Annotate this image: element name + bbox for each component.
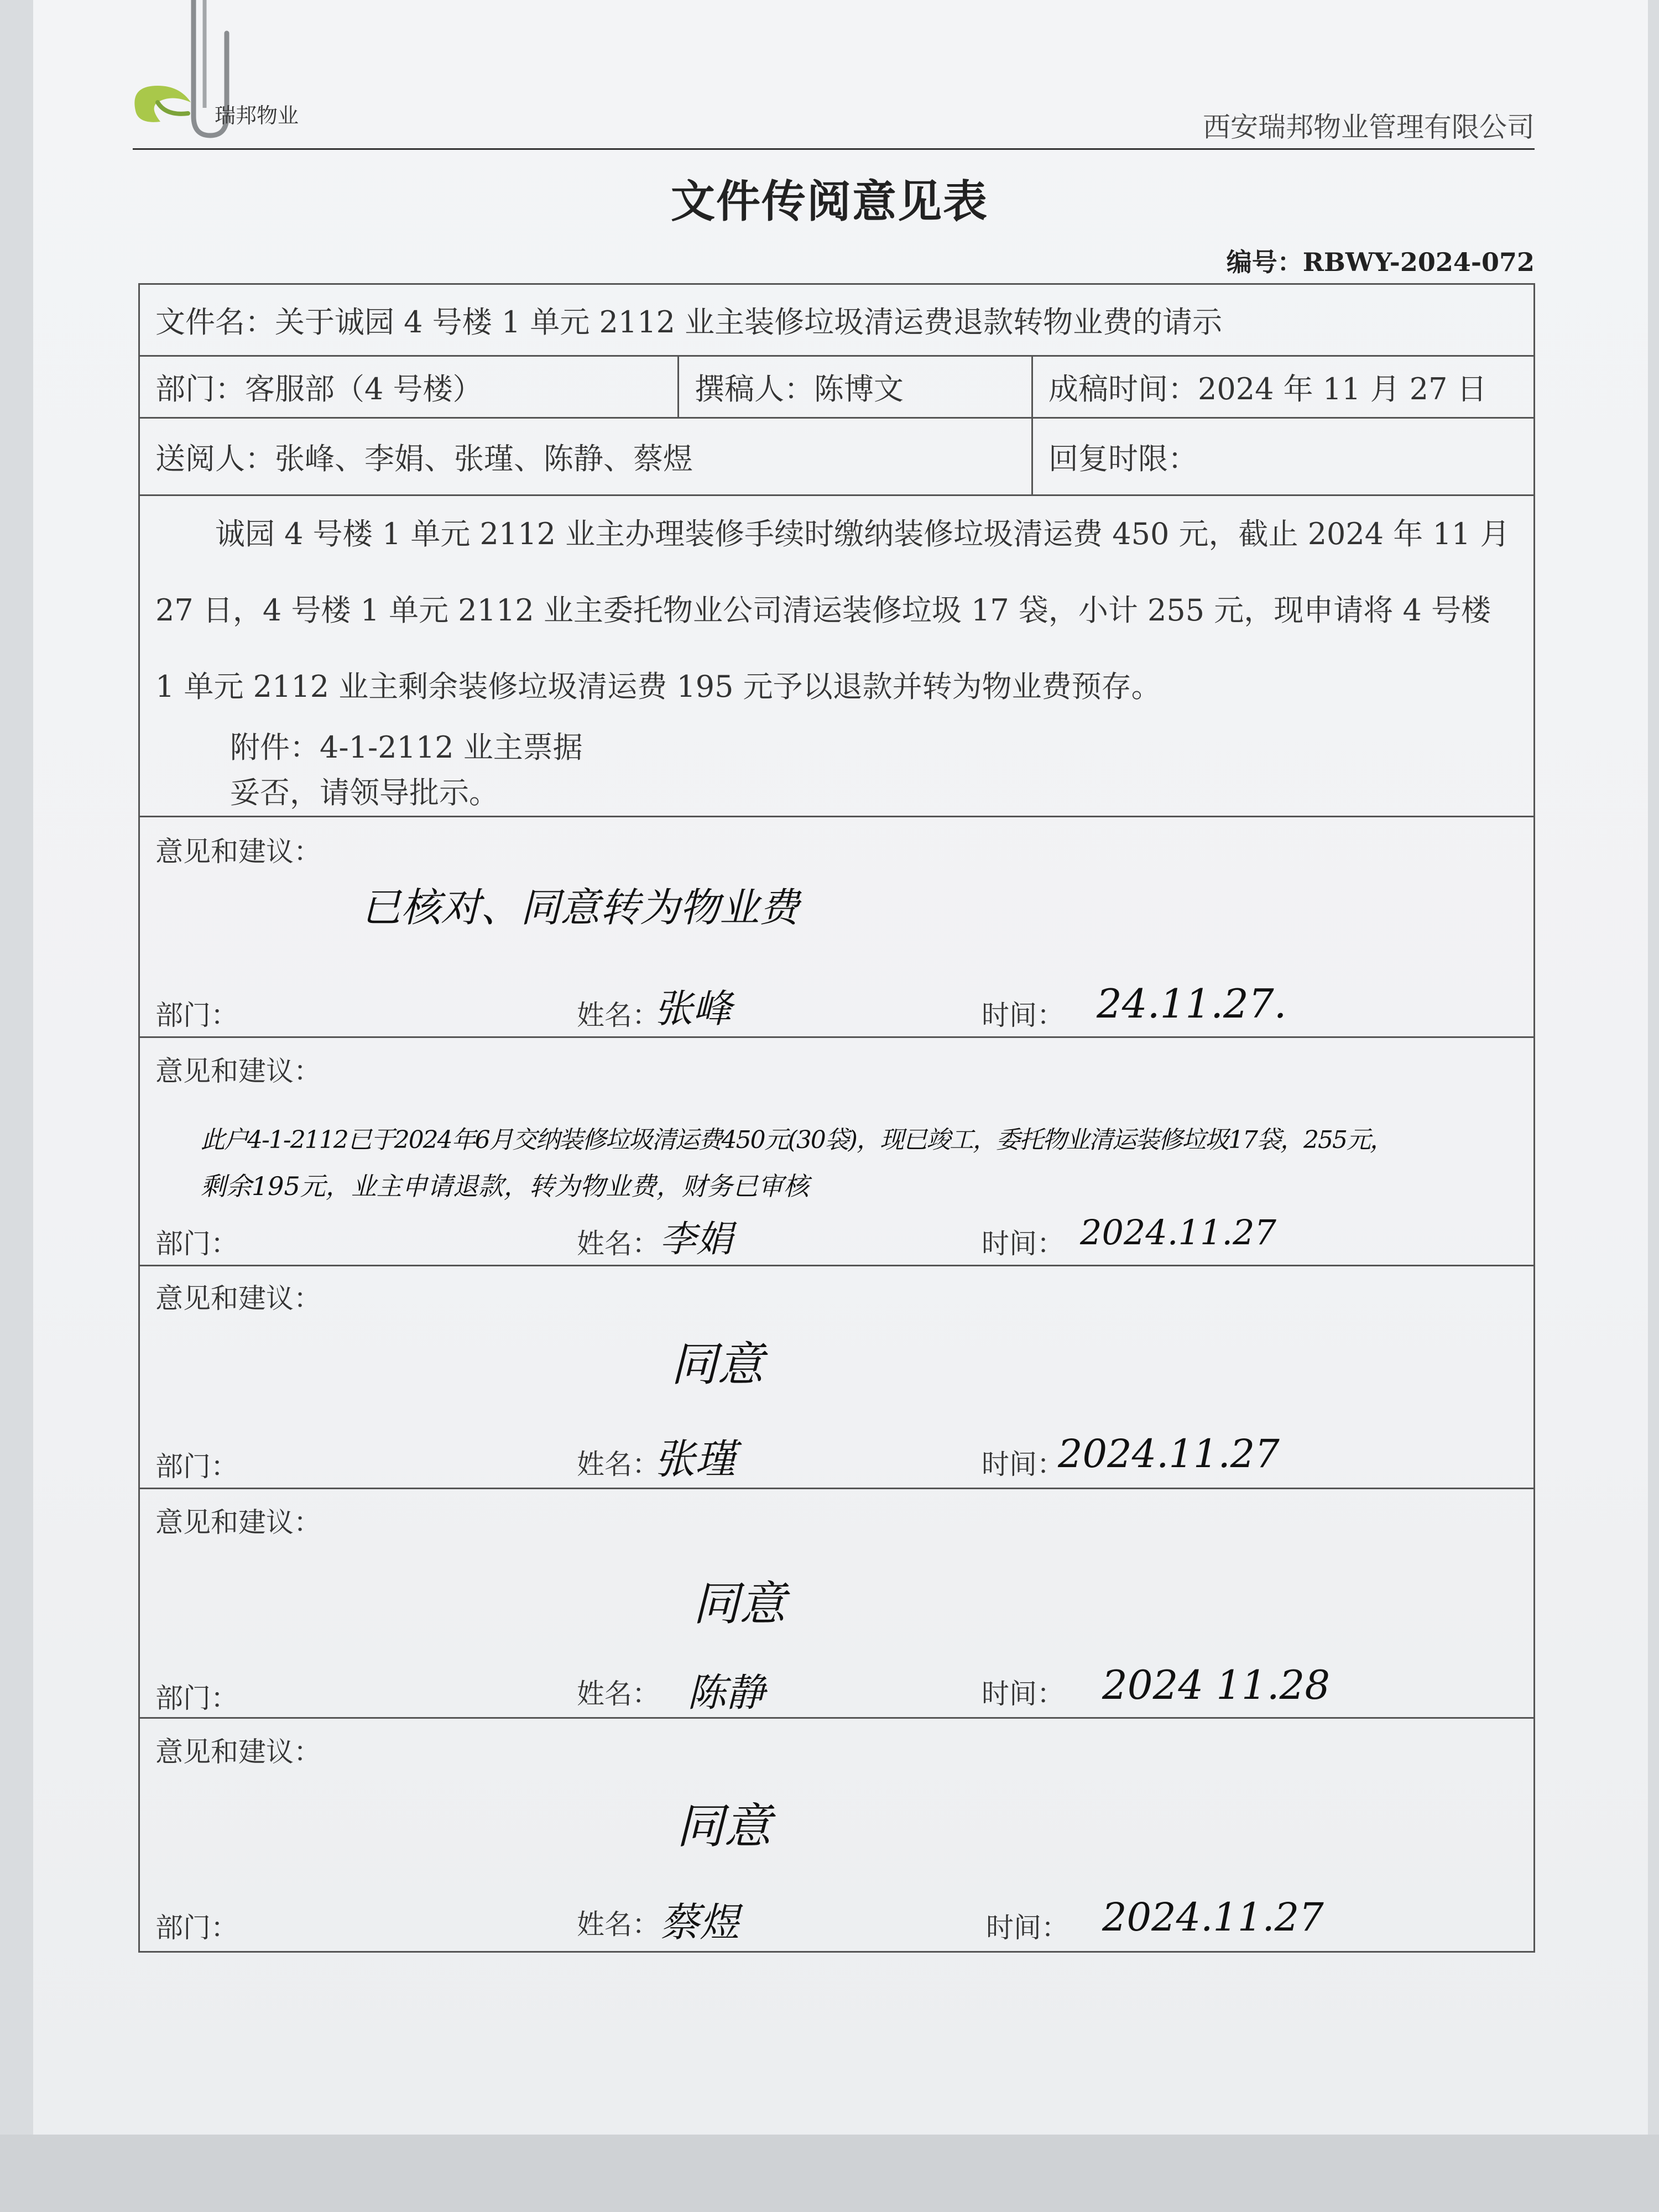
opinion-comment-line2: 剩余195元，业主申请退款，转为物业费，财务已审核 [201,1171,809,1201]
meta-row [139,356,1535,418]
time-label: 时间： [986,1912,1069,1944]
signature: 李娟 [660,1218,733,1260]
drafter: 撰稿人：陈博文 [679,356,1032,418]
sign-time: 2024 11.28 [1102,1662,1331,1708]
department: 部门：客服部（4 号楼） [139,356,679,418]
name-label: 姓名： [577,1228,660,1260]
opinion-comment: 同意 [671,1337,764,1391]
circulate-to: 送阅人：张峰、李娟、张瑾、陈静、蔡煜 [139,418,1032,495]
time-label: 时间： [982,999,1065,1031]
page-title: 文件传阅意见表 [671,175,988,227]
opinion-comment-line1: 此户4-1-2112已于2024年6月交纳装修垃圾清运费450元(30袋)，现已竣工，委托物业清运装修垃圾17袋，255元， [201,1126,1393,1154]
circulation-form [138,283,1535,1953]
opinion-label: 意见和建议： [155,1506,321,1538]
dept-label: 部门： [155,1682,238,1714]
closing-line: 妥否，请领导批示。 [230,775,499,810]
dept-label: 部门： [155,999,238,1031]
sign-time: 24.11.27. [1097,980,1287,1027]
company-logo [127,72,348,149]
dept-label: 部门： [155,1912,238,1944]
opinion-label: 意见和建议： [155,836,321,868]
dept-label: 部门： [155,1228,238,1260]
reply-deadline: 回复时限： [1032,418,1535,495]
opinion-label: 意见和建议： [155,1055,321,1087]
signature: 陈静 [687,1670,765,1715]
opinion-row [139,1266,1535,1489]
time-label: 时间： [982,1448,1065,1480]
body-paragraph: 诚园 4 号楼 1 单元 2112 业主办理装修手续时缴纳装修垃圾清运费 450 元，截止 2024 年 11 月 27 日，4 号楼 1 单元 2112 业主委托物业公司清运装修垃圾 17 袋，小计 255 元，现申请将 4 号楼 1 单元 2112 业主剩余装修垃圾清运费 195 元予以退款并转为物业费预存。 [155,517,1510,704]
sign-time: 2024.11.27 [1058,1431,1280,1477]
attachment-line: 附件：4-1-2112 业主票据 [230,730,583,765]
circulate-row [139,418,1535,495]
opinion-label: 意见和建议： [155,1282,321,1314]
logo-leaf-icon [127,72,199,133]
opinion-comment: 同意 [676,1799,771,1854]
desk-surface [0,2135,1659,2212]
opinion-row [139,1718,1535,1952]
signature: 张峰 [654,986,732,1031]
opinion-comment: 已核对、同意转为物业费 [361,884,800,931]
time-label: 时间： [982,1678,1065,1710]
opinion-row [139,1037,1535,1266]
logo-text: 瑞邦物业 [215,103,299,128]
name-label: 姓名： [577,1448,660,1480]
header-rule [133,148,1535,150]
name-label: 姓名： [577,1908,660,1940]
opinion-row [139,817,1535,1037]
body-text [139,495,1535,817]
opinion-row [139,1489,1535,1718]
signature: 张瑾 [654,1436,736,1483]
file-name: 文件名：关于诚园 4 号楼 1 单元 2112 业主装修垃圾清运费退款转物业费的请示 [139,284,1535,356]
company-name: 西安瑞邦物业管理有限公司 [1203,111,1535,143]
document-number: 编号：RBWY-2024-072 [1226,247,1535,277]
file-name-row [139,284,1535,356]
dept-label: 部门： [155,1451,238,1483]
body-row [139,495,1535,817]
signature: 蔡煜 [660,1899,740,1945]
time-label: 时间： [982,1228,1065,1260]
sign-time: 2024.11.27 [1080,1212,1276,1253]
name-label: 姓名： [577,999,660,1031]
opinion-label: 意见和建议： [155,1736,321,1768]
name-label: 姓名： [577,1678,660,1710]
draft-time: 成稿时间：2024 年 11 月 27 日 [1032,356,1535,418]
opinion-comment: 同意 [693,1577,786,1631]
sign-time: 2024.11.27 [1102,1895,1324,1940]
